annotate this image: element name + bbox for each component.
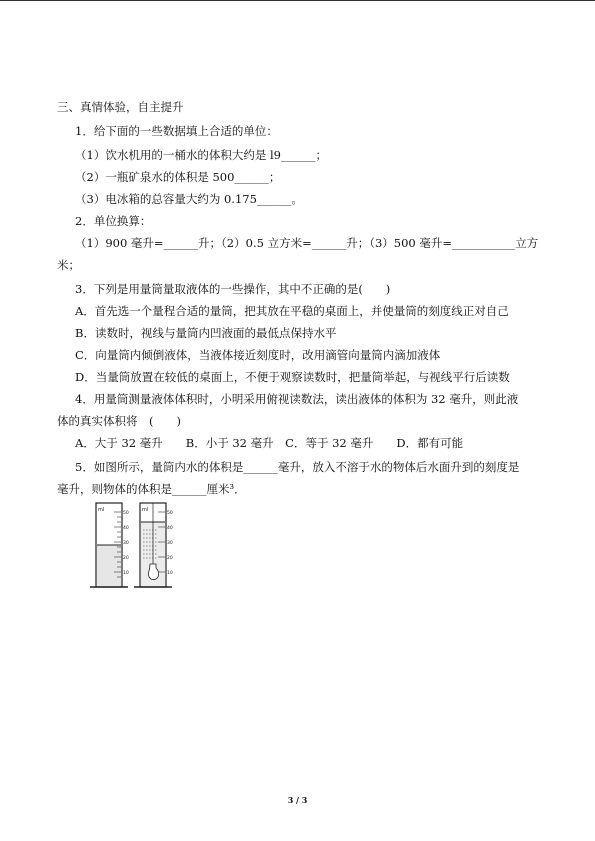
left-tick-50: 50 xyxy=(123,511,129,516)
question-1-stem: 1．给下面的一些数据填上合适的单位： xyxy=(75,124,278,138)
question-3-option-a: A．首先选一个量程合适的量筒，把其放在平稳的桌面上，并使量筒的刻度线正对自己 xyxy=(75,304,509,318)
question-1-part-3: （3）电冰箱的总容量大约为 0.175______。 xyxy=(75,192,303,206)
question-5-line-1: 5．如图所示，量筒内水的体积是______毫升，放入不溶于水的物体后水面升到的刻度是 xyxy=(75,460,520,474)
question-5-line-2: 毫升，则物体的体积是______厘米³． xyxy=(57,482,246,496)
right-tick-40: 40 xyxy=(167,526,173,531)
left-tick-30: 30 xyxy=(123,541,129,546)
question-3-option-b: B．读数时，视线与量筒内凹液面的最低点保持水平 xyxy=(75,326,337,340)
question-3-stem: 3．下列是用量筒量取液体的一些操作，其中不正确的是( ) xyxy=(75,282,391,296)
question-4-line-1: 4．用量筒测量液体体积时，小明采用俯视读数法，读出液体的体积为 32 毫升，则此液 xyxy=(75,392,519,406)
question-2-stem: 2．单位换算： xyxy=(75,214,152,228)
question-2-line-1: （1）900 毫升=______升；（2）0.5 立方米=______升；（3）500 毫升=___________立方 xyxy=(75,236,539,250)
right-tick-20: 20 xyxy=(167,556,173,561)
question-3-option-d: D．当量筒放置在较低的桌面上，不便于观察读数时，把量筒举起，与视线平行后读数 xyxy=(75,370,510,384)
right-tick-10: 10 xyxy=(167,571,173,576)
page-number: 3 / 3 xyxy=(287,795,308,805)
cylinder-left xyxy=(90,503,129,587)
section-heading: 三、真情体验，自主提升 xyxy=(57,100,184,114)
left-tick-20: 20 xyxy=(123,556,129,561)
right-tick-50: 50 xyxy=(167,511,173,516)
question-4-line-2: 体的真实体积将 ( ) xyxy=(57,414,181,428)
question-1-part-1: （1）饮水机用的一桶水的体积大约是 l9______； xyxy=(75,148,327,162)
cylinder-right xyxy=(134,503,173,587)
page-top-border xyxy=(0,0,595,1)
question-3-option-c: C．向量筒内倾倒液体，当液体接近刻度时，改用滴管向量筒内滴加液体 xyxy=(75,348,441,362)
left-unit-label: ml xyxy=(98,507,105,513)
right-unit-label: ml xyxy=(142,507,149,513)
left-tick-10: 10 xyxy=(123,571,129,576)
question-2-line-2: 米； xyxy=(57,258,80,272)
question-4-options: A．大于 32 毫升 B．小于 32 毫升 C．等于 32 毫升 D．都有可能 xyxy=(75,436,464,450)
left-tick-40: 40 xyxy=(123,526,129,531)
question-1-part-2: （2）一瓶矿泉水的体积是 500______； xyxy=(75,170,281,184)
graduated-cylinder-figure xyxy=(88,500,178,592)
right-tick-30: 30 xyxy=(167,541,173,546)
